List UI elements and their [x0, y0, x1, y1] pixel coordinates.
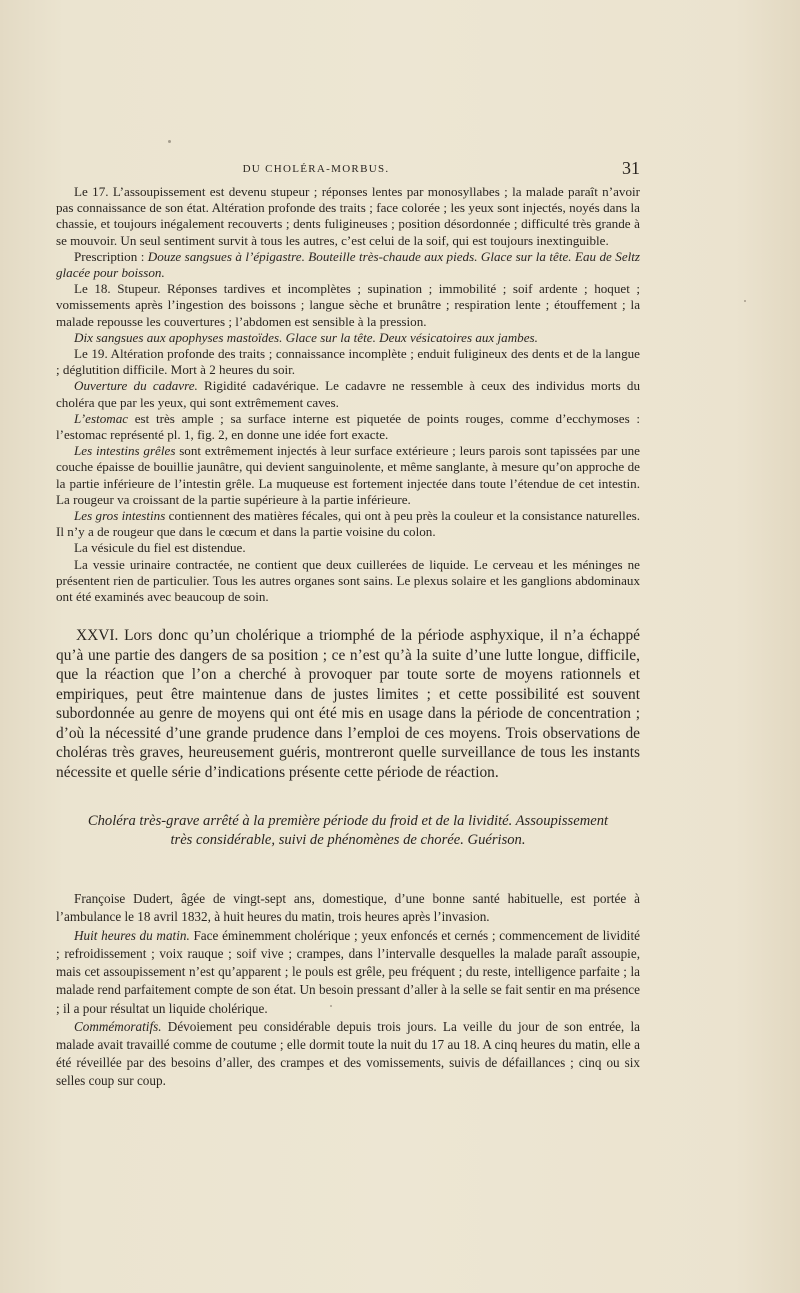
case-morning	[56, 927, 640, 1018]
case-morning-label: Huit heures du matin.	[74, 927, 190, 943]
section-xxvi: XXVI. Lors donc qu’un cholérique a triomphé de la période asphyxique, il n’a échappé qu’à une partie des dangers de sa position ; ce n’est qu’à la suite d’une lutte longue, difficile, que la réaction que l’on a cherché à provoquer par toute sorte de moyens rationnels et empiriques, peut être maintenue dans de justes limites ; et cette possibilité est souvent subordonnée au genre de moyens qui ont été mis en usage dans la période de concentration ; d’où la nécessité d’une grande prudence dans l’emploi de ces moyens. Trois observations de choléras très graves, heureusement guéris, montreront quelle surveillance de tous les instants nécessite et quelle série d’indications présente cette période de réaction.	[56, 627, 640, 781]
large-intestines-text: contiennent des matières fécales, qui ont à peu près la couleur et la consistance naturelles. Il n’y a de rougeur que dans le cœcum et dans la partie voisine du colon.	[56, 508, 640, 540]
running-head	[56, 156, 640, 184]
case-intro: Françoise Dudert, âgée de vingt-sept ans, domestique, d’une bonne santé habituelle, est portée à l’ambulance le 18 avril 1832, à huit heures du matin, trois heures après l’invasion.	[56, 891, 640, 925]
paragraph-stomach	[56, 411, 640, 443]
paper-speck	[744, 300, 746, 302]
prescription-label: Prescription :	[74, 248, 148, 264]
prescription-text: Douze sangsues à l’épigastre. Bouteille très-chaude aux pieds. Glace sur la tête. Eau de Seltz glacée pour boisson.	[56, 248, 640, 281]
paragraph-day-17: Le 17. L’assoupissement est devenu stupeur ; réponses lentes par monosyllabes ; la malade paraît n’avoir pas connaissance de son état. Altération profonde des traits ; face colorée ; les yeux sont injectés, noyés dans la chassie, et toujours inégalement recouverts ; dents fuligineuses ; position désordonnée ; difficulté très grande à se mouvoir. Un seul sentiment survit à tous les autres, c’est celui de la soif, qui est toujours inextinguible.	[56, 184, 640, 248]
paragraph-day-18: Le 18. Stupeur. Réponses tardives et incomplètes ; supination ; immobilité ; soif ardente ; hoquet ; vomissements après l’ingestion des boissons ; langue sèche et brunâtre ; respiration lente ; étouffement ; la malade repousse les couvertures ; l’abdomen est sensible à la pression.	[56, 281, 640, 329]
small-intestines-text: sont extrêmement injectés à leur surface extérieure ; leurs parois sont tapissées par une couche épaisse de bouillie jaunâtre, qui devient sanguinolente, et même sanglante, à mesure qu’on approche de la partie inférieure de l’intestin grêle. La muqueuse est fortement injectée dans toute l’étendue de cet intestin. La rougeur va croissant de la partie supérieure à la partie inférieure.	[56, 443, 640, 507]
paragraph-treatment: Dix sangsues aux apophyses mastoïdes. Glace sur la tête. Deux vésicatoires aux jambes.	[74, 329, 538, 345]
case-history-label: Commémoratifs.	[74, 1018, 162, 1034]
paragraph-prescription	[56, 249, 640, 281]
stomach-text: est très ample ; sa surface interne est piquetée de points rouges, comme d’ecchymoses : l’estomac représenté pl. 1, fig. 2, en donne une idée fort exacte.	[56, 410, 640, 443]
paragraph-small-intestines	[56, 443, 640, 508]
large-intestines-label: Les gros intestins	[74, 508, 166, 524]
paragraph-day-19: Le 19. Altération profonde des traits ; connaissance incomplète ; enduit fuligineux des dents et de la langue ; déglutition difficile. Mort à 2 heures du soir.	[56, 346, 640, 378]
paragraph-bladder: La vessie urinaire contractée, ne contient que deux cuillerées de liquide. Le cerveau et les méninges ne présentent rien de particulier. Tous les autres organes sont sains. Le plexus solaire et les ganglions abdominaux ont été examinés avec beaucoup de soin.	[56, 556, 640, 605]
case-heading	[56, 812, 640, 850]
small-intestines-label: Les intestins grêles	[74, 443, 176, 459]
case-history	[56, 1018, 640, 1091]
case-heading-line-2: très considérable, suivi de phénomènes de chorée. Guérison.	[170, 832, 526, 849]
paragraph-gallbladder: La vésicule du fiel est distendue.	[74, 540, 246, 556]
running-title: DU CHOLÉRA-MORBUS.	[242, 163, 390, 175]
case-morning-text: Face éminemment cholérique ; yeux enfoncés et cernés ; commencement de lividité ; refroidissement ; voix rauque ; soif vive ; crampes, dans l’intervalle desquelles la malade paraît assoupie, mais cet assoupissement n’est qu’apparent ; le pouls est grêle, peu fréquent ; du reste, intelligence parfaite ; la malade rend parfaitement compte de son état. Un besoin pressant d’aller à la selle se fait sentir en ma présence ; il a pour résultat un liquide cholérique.	[56, 927, 640, 1016]
body-text	[56, 184, 640, 1091]
stomach-label: L’estomac	[74, 410, 129, 426]
case-history-text: Dévoiement peu considérable depuis trois jours. La veille du jour de son entrée, la malade avait travaillé comme de coutume ; elle dormit toute la nuit du 17 au 18. A cinq heures du matin, elle a été réveillée par des besoins d’aller, des crampes et des vomissements, suivis de défaillances ; cinq ou six selles coup sur coup.	[56, 1018, 640, 1089]
paragraph-large-intestines	[56, 508, 640, 540]
case-heading-line-1: Choléra très-grave arrêté à la première période du froid et de la lividité. Assoupissement	[87, 813, 609, 830]
paper-speck	[168, 140, 171, 143]
autopsy-label: Ouverture du cadavre.	[74, 378, 198, 394]
page-number: 31	[622, 158, 640, 178]
autopsy-text: Rigidité cadavérique. Le cadavre ne ressemble à ceux des individus morts du choléra que par les yeux, qui sont extrêmement caves.	[56, 378, 641, 410]
paragraph-autopsy	[56, 378, 640, 410]
